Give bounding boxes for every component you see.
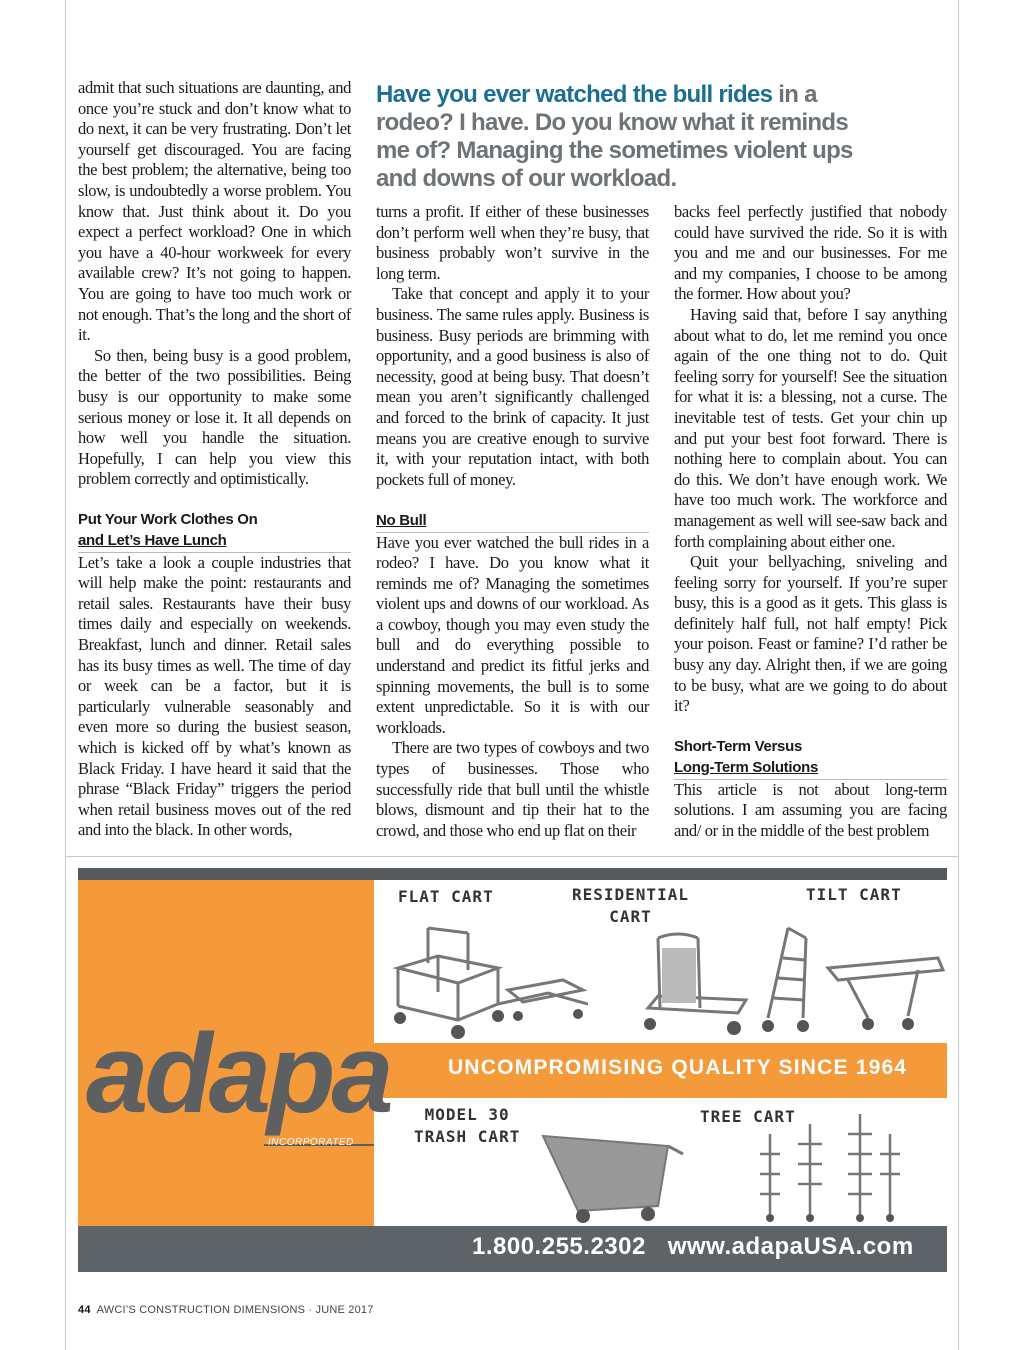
tree-cart-image	[750, 1104, 910, 1224]
trash-cart-label-line2: TRASH CART	[414, 1127, 521, 1146]
publication-name: AWCI’S CONSTRUCTION DIMENSIONS · JUNE 2017	[96, 1304, 374, 1316]
col2-heading: No Bull	[376, 511, 427, 529]
col3-paragraph-1: backs feel perfectly justified that nobody could have survived the ride. So it is with you and me and our businesses. For me and my companies, I choose to be among the former. How about you?	[674, 202, 947, 304]
ad-phone[interactable]: 1.800.255.2302	[472, 1233, 646, 1260]
col2-paragraph-4: There are two types of cowboys and two types of businesses. Those who successfully ride that bull until the whistle blows, dismount and tip their hat to the crowd, and those who end up flat on their	[376, 738, 649, 840]
ad-website-link[interactable]: www.adapaUSA.com	[667, 1233, 914, 1260]
col1-section-heading	[78, 510, 351, 552]
col1-heading-line1: Put Your Work Clothes On	[78, 511, 258, 529]
residential-cart-label	[572, 884, 689, 928]
trash-cart-image	[538, 1126, 688, 1226]
adapa-logo-subtitle: INCORPORATED	[268, 1137, 354, 1148]
residential-cart-label-line1: RESIDENTIAL	[572, 885, 689, 904]
flat-cart-label: FLAT CART	[398, 887, 494, 906]
tree-cart-label: TREE CART	[700, 1107, 796, 1126]
col3-heading-line1: Short-Term Versus	[674, 738, 802, 756]
adapa-advertisement[interactable]	[78, 868, 947, 1272]
footer-margin-right-line	[958, 856, 959, 1350]
col3-section-heading	[674, 737, 947, 779]
pull-quote	[376, 81, 876, 193]
col1-paragraph-1: admit that such situations are daunting, and once you’re stuck and don’t know what to do next, it can be very frustrating. Don’t let yourself get discouraged. You are facing the best problem; the alternative, being too slow, is undoubtedly a worse problem. You know that. Just think about it. Do you expect a perfect workload? One in which you have a 40-hour workweek for every available crew? It’s not going to happen. You are going to have too much work or not enough. That’s the long and the short of it.	[78, 78, 351, 345]
col2-paragraph-2: Take that concept and apply it to your business. The same rules apply. Business is business. Busy periods are brimming with opportunity, and a good business is also of necessity, good at being busy. That doesn’t mean you aren’t significantly challenged and forced to the brink of capacity. It just means you are creative enough to survive it, with your reputation intact, with both pockets full of money.	[376, 284, 649, 489]
page-margin-right-line	[958, 0, 959, 856]
col1-paragraph-2: So then, being busy is a good problem, the better of the two possibilities. Being busy is our opportunity to make some serious money or lose it. It all depends on how well you handle the situation. Hopefully, I can help you view this problem correctly and optimistically.	[78, 345, 351, 489]
col2-section-heading	[376, 511, 649, 533]
ad-divider-line	[65, 856, 959, 857]
residential-cart-label-line2: CART	[609, 907, 652, 926]
col3-paragraph-2: Having said that, before I say anything about what to do, let me remind you once again of the one thing not to do. Quit feeling sorry for yourself! See the situation for what it is: a blessing, not a curse. The inevitable test of tests. Get your chin up and put your best foot forward. There is nothing here to complain about. You can do this. We don’t have enough work. We have too much work. The workforce and management as well will see-saw back and forth complaining about either one.	[674, 304, 947, 551]
col1-paragraph-3: Let’s take a look a couple industries that will help make the point: restaurants and retail sales. Restaurants have their busy times daily and especially on weekends. Breakfast, lunch and dinner. Retail sales has its busy times as well. The time of day or week can be a factor, but it is particularly vulnerable seasonably and even more so during the busiest season, which is kicked off by what’s known as Black Friday. I have heard it said that the phrase “Black Friday” triggers the period when retail business moves out of the red and into the black. In other words,	[78, 552, 351, 840]
residential-cart-image	[638, 928, 758, 1048]
article-column-3	[674, 202, 947, 841]
page-footer	[78, 1304, 374, 1316]
col3-paragraph-3: Quit your bellyaching, sniveling and feeling sorry for yourself. If you’re super busy, this is a good as it gets. This glass is definitely half full, not half empty! Pick your poison. Feast or famine? I’d rather be busy any day. Alright then, if we are going to be busy, what are we going to do about it?	[674, 552, 947, 716]
article-column-1	[78, 78, 351, 841]
col2-paragraph-3: Have you ever watched the bull rides in a rodeo? I have. Do you know what it reminds me of? Managing the sometimes violent ups and downs of our workload. As a cowboy, though you may even study the bull and do everything possible to understand and predict its fitful jerks and spinning movements, the bull is to some extent unpredictable. So it is with our workloads.	[376, 532, 649, 737]
trash-cart-label	[414, 1104, 520, 1148]
flat-cart-image	[388, 908, 588, 1048]
trash-cart-label-line1: MODEL 30	[424, 1105, 510, 1124]
col2-paragraph-1: turns a profit. If either of these businesses don’t perform well when they’re busy, that business probably won’t survive in the long term.	[376, 202, 649, 283]
ad-top-bar	[78, 868, 947, 880]
ad-contact-info	[472, 1233, 914, 1261]
adapa-logo: adapa	[86, 1011, 390, 1136]
col3-heading-line2: Long-Term Solutions	[674, 759, 819, 777]
ad-tagline: UNCOMPROMISING QUALITY SINCE 1964	[448, 1056, 908, 1079]
tilt-cart-image	[748, 908, 947, 1038]
col1-heading-line2: and Let’s Have Lunch	[78, 532, 227, 550]
article-column-2	[376, 202, 649, 841]
footer-margin-left-line	[65, 856, 66, 1350]
page-margin-left-line	[65, 0, 66, 856]
pull-quote-highlight: Have you ever watched the bull rides	[376, 81, 773, 108]
pull-quote-rest: in a rodeo? I have. Do you know what it reminds me of? Managing the sometimes violent ups and downs of our workload.	[376, 81, 853, 192]
col3-paragraph-4: This article is not about long-term solutions. I am assuming you are facing and/ or in the middle of the best problem	[674, 779, 947, 840]
tilt-cart-label: TILT CART	[806, 885, 902, 904]
page-number: 44	[78, 1304, 91, 1316]
